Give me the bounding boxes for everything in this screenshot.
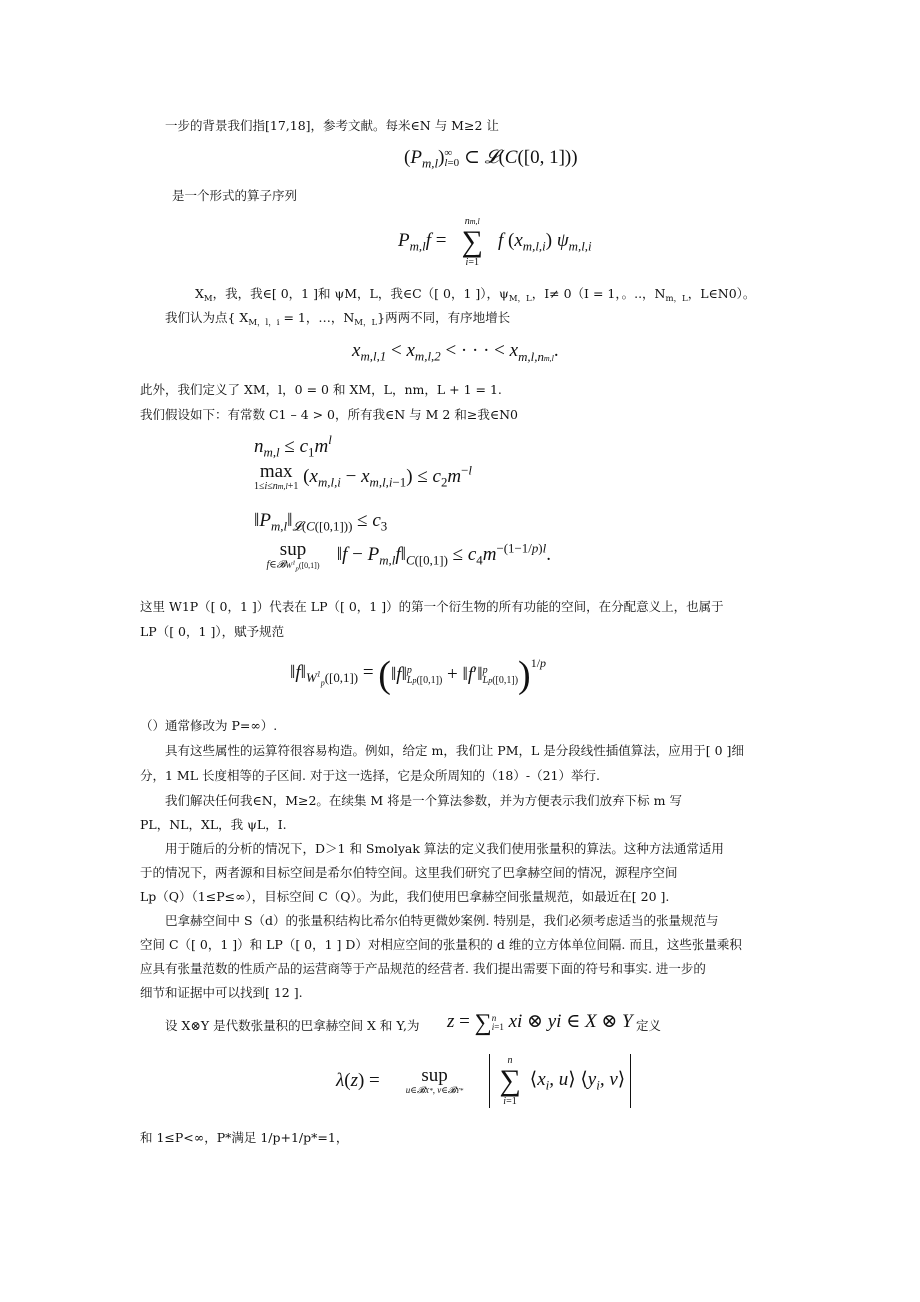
paragraph-line: 设 X⊗Y 是代数张量积的巴拿赫空间 X 和 Y,为: [165, 1018, 420, 1033]
text-line: （）通常修改为 P=∞）.: [140, 718, 278, 733]
paragraph-line: 分，1 ML 长度相等的子区间. 对于这一选择，它是众所周知的（18）-（21）举行.: [140, 768, 600, 783]
paragraph-line: 细节和证据中可以找到[ 12 ].: [140, 985, 303, 1000]
formula-assumption-3: $‖P_{m,l}‖_{𝓛(C([0,1]))} \le c_3$: [254, 510, 388, 534]
formula-assumption-1: $n_{m,l} \le c_1m^l$: [254, 432, 332, 460]
text-line: 一步的背景我们指[17,18]，参考文献。每米∈N 与 M≥2 让: [165, 118, 499, 133]
formula-ordered-points: $x_{m,l,1} < x_{m,l,2}$ < · · · < $x_{m,l,nm,l}$.: [352, 340, 559, 364]
text-line: 我们假设如下：有常数 C1 – 4 > 0，所有我∈N 与 M 2 和≥我∈N0: [140, 407, 518, 422]
paragraph-line: 定义: [636, 1018, 662, 1033]
formula-sobolev-norm: $‖f‖_{W^1_p([0,1])}$ = (‖f‖ p Lp([0,1]) + ‖f′‖ p Lp([0,1]) )$^{1/p}$: [290, 654, 547, 696]
paragraph-line: 具有这些属性的运算符很容易构造。例如，给定 m，我们让 PM，L 是分段线性插值算法，应用于[ 0 ]细: [165, 743, 744, 758]
formula-assumption-4: sup f∈𝓑W$^1_p$([0,1]) ‖f − $P_{m,l}f‖_{C([0,1])} \le c_4m^{-(1-1/p)l}$.: [266, 539, 551, 573]
paragraph-line: 用于随后的分析的情况下，D＞1 和 Smolyak 算法的定义我们使用张量积的算法。这种方法通常适用: [165, 841, 724, 856]
text-line: 这里 W1P（[ 0，1 ]）代表在 LP（[ 0，1 ]）的第一个衍生物的所有功能的空间，在分配意义上，也属于: [140, 599, 724, 614]
paragraph-line: 巴拿赫空间中 S（d）的张量积结构比希尔伯特更微妙案例. 特别是，我们必须考虑适当的张量规范与: [165, 913, 719, 928]
paragraph-line: 于的情况下，两者源和目标空间是希尔伯特空间。这里我们研究了巴拿赫空间的情况，源程序空间: [140, 865, 678, 880]
paragraph-line: 空间 C（[ 0，1 ]）和 LP（[ 0，1 ] D）对相应空间的张量积的 d 维的立方体单位间隔. 而且，这些张量乘积: [140, 937, 742, 952]
paragraph-line: PL，NL，XL，我 ψL，I.: [140, 817, 287, 832]
formula-tensor-element: z = ∑ n i=1 xi ⊗ yi ∈ X ⊗ Y: [447, 1010, 633, 1036]
formula-operator-sequence: $(P_{m,l})$ ∞ l=0 ⊂ 𝓛(C([0, 1])): [404, 146, 578, 171]
formula-injective-norm: λ(z) = sup u∈𝓑X*, v∈𝓑Y* n ∑ i=1 $⟨x_i$, u⟩ $⟨y_i$, v⟩: [336, 1054, 631, 1108]
paragraph-line: 我们解决任何我∈N，M≥2。在续集 M 将是一个算法参数，并为方便表示我们放弃下标 m 写: [165, 793, 682, 808]
text-line: 是一个形式的算子序列: [172, 188, 298, 203]
paragraph-line: 应具有张量范数的性质产品的运营商等于产品规范的经营者. 我们提出需要下面的符号和事实. 进一步的: [140, 961, 706, 976]
text-line: 我们认为点{ $X_{M,l,i} = 1$，…，$N_{M,L}$}两两不同，有序地增长: [165, 310, 511, 328]
formula-operator-definition: $P_{m,l}f$ = nm,l ∑ i=1 f $(x_{m,l,i})$ $\psi_{m,l,i}$: [398, 216, 592, 268]
text-line: 此外，我们定义了 XM，l，0 = 0 和 XM，L，nm，L + 1 = 1.: [140, 382, 502, 397]
text-line: $X_M$，我，我∈[ 0，1 ]和 ψM，L，我∈C（[ 0，1 ]），$\psi_{M,L}$，I≠ 0（I = 1，。..，$N_{m,L}$，L∈N0）。: [195, 286, 756, 304]
formula-assumption-2: max 1≤i≤nm,l+1 $(x_{m,l,i} - x_{m,l,i-1}) \le c_2m^{-l}$: [254, 461, 472, 492]
text-line: LP（[ 0，1 ]），赋予规范: [140, 624, 285, 639]
paragraph-line: Lp（Q）（1≤P≤∞），目标空间 C（Q）。为此，我们使用巴拿赫空间张量规范，如最近在[ 20 ].: [140, 889, 670, 904]
text-line: 和 1≤P<∞，P*满足 1/p+1/p*=1，: [140, 1130, 349, 1145]
